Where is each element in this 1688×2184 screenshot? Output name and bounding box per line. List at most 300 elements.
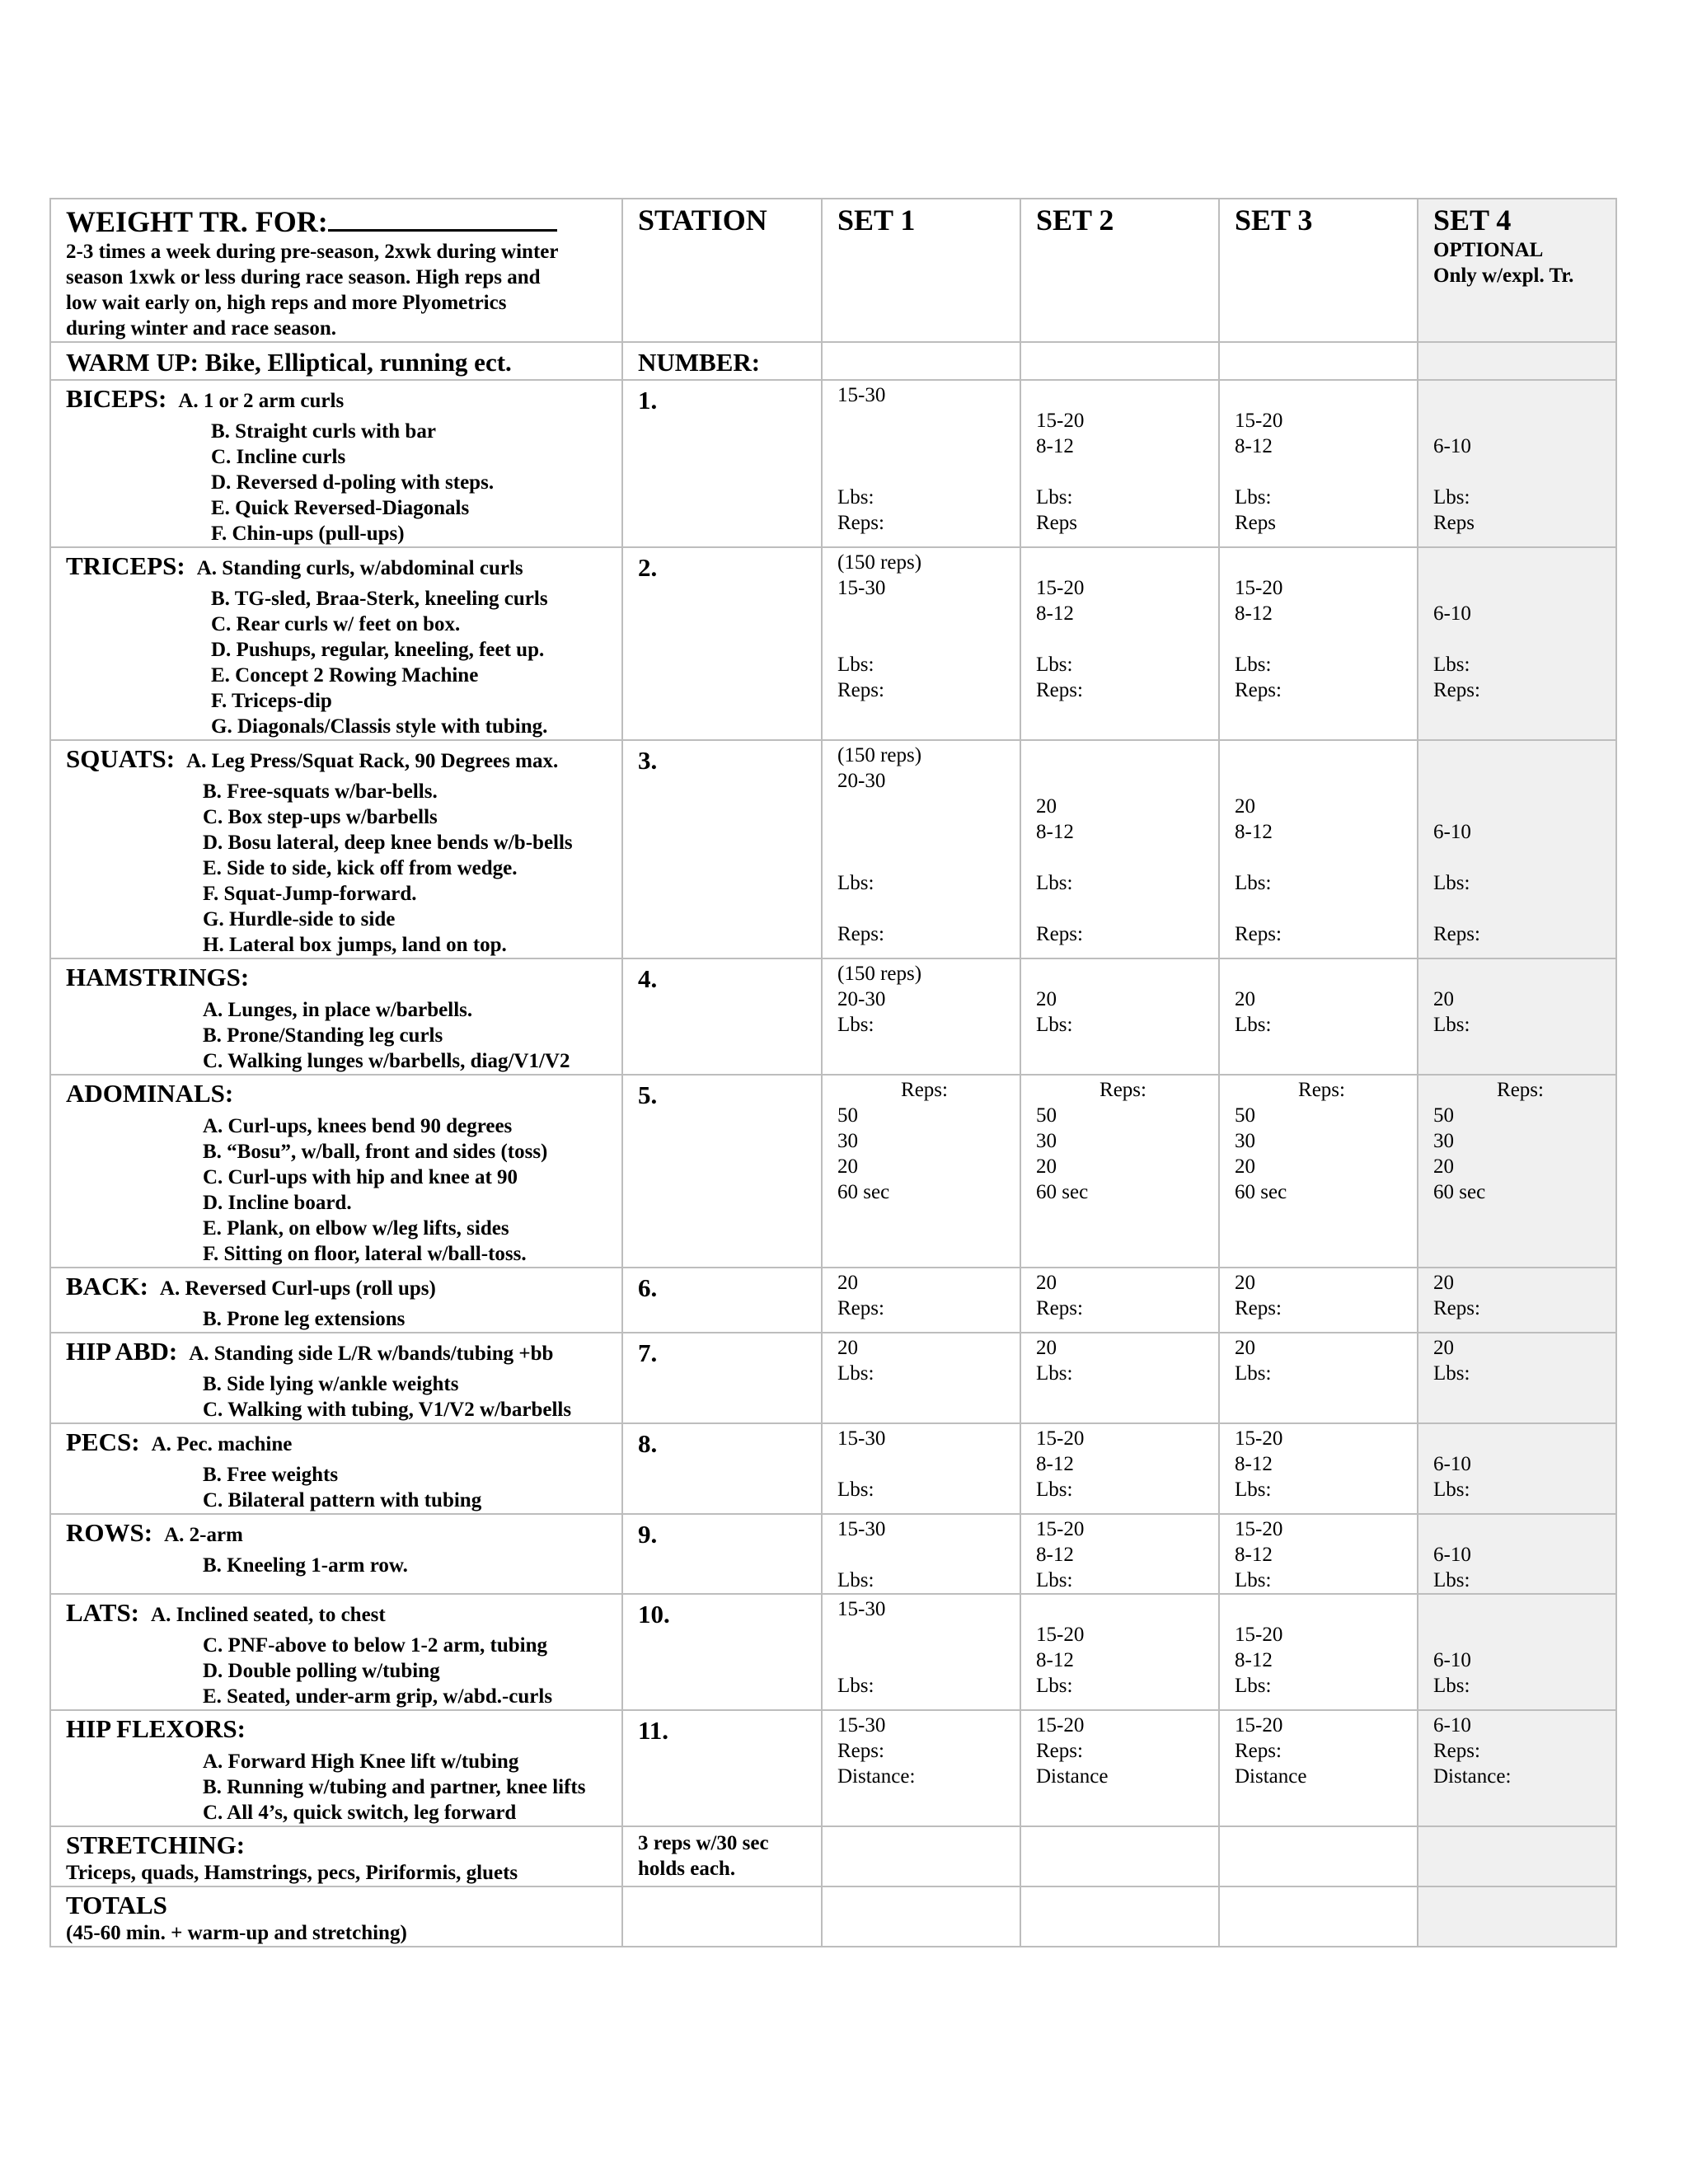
set-value: Lbs: xyxy=(837,654,874,676)
exercise-item: E. Side to side, kick off from wedge. xyxy=(203,857,518,879)
set-value: 15-30 xyxy=(837,1427,886,1450)
set3-cell[interactable] xyxy=(1219,380,1418,547)
set4-cell[interactable] xyxy=(1418,1333,1616,1423)
exercise-cell xyxy=(50,1075,622,1268)
stretching-set4[interactable] xyxy=(1418,1826,1616,1886)
warmup-cell xyxy=(50,342,622,380)
station-cell xyxy=(622,1423,822,1514)
set-value xyxy=(1235,459,1409,485)
set2-header: SET 2 xyxy=(1036,204,1114,237)
set-value: 20-30 xyxy=(837,988,886,1010)
exercise-row xyxy=(50,1710,1616,1826)
exercise-item: B. “Bosu”, w/ball, front and sides (toss) xyxy=(203,1141,548,1163)
set-value: 15-20 xyxy=(1235,1427,1283,1450)
exercise-item: A. Forward High Knee lift w/tubing xyxy=(203,1750,519,1773)
set-value: 20 xyxy=(1433,1155,1454,1178)
set1-cell[interactable] xyxy=(822,1423,1020,1514)
header-set2-cell xyxy=(1020,199,1219,342)
set-value: 50 xyxy=(1036,1104,1057,1127)
set-value: Reps: xyxy=(837,679,884,701)
set4-note xyxy=(1433,237,1607,288)
exercise-item: B. Running w/tubing and partner, knee lifts xyxy=(203,1776,586,1798)
exercise-item: B. Kneeling 1-arm row. xyxy=(203,1554,408,1577)
set-value: 6-10 xyxy=(1433,1453,1471,1475)
exercise-item: F. Chin-ups (pull-ups) xyxy=(211,523,405,545)
set-value: Reps: xyxy=(837,1297,884,1319)
set3-cell[interactable] xyxy=(1219,958,1418,1075)
set-value: 50 xyxy=(1433,1104,1454,1127)
set-value: 30 xyxy=(1036,1130,1057,1152)
totals-set2[interactable] xyxy=(1020,1886,1219,1947)
set-value: 20 xyxy=(837,1272,858,1294)
station-cell xyxy=(622,547,822,740)
exercise-item: F. Squat-Jump-forward. xyxy=(203,883,417,905)
totals-label: TOTALS xyxy=(66,1891,167,1919)
stretching-station-cell xyxy=(622,1826,822,1886)
set3-cell[interactable] xyxy=(1219,1333,1418,1423)
category-label: BICEPS: xyxy=(66,384,167,413)
station-number: 2. xyxy=(638,553,658,582)
set-value xyxy=(1036,550,1210,575)
set4-cell[interactable] xyxy=(1418,1268,1616,1333)
set4-note-line: OPTIONAL xyxy=(1433,239,1544,261)
category-label: SQUATS: xyxy=(66,744,176,773)
header-row xyxy=(50,199,1616,342)
set3-cell[interactable] xyxy=(1219,1268,1418,1333)
exercise-row xyxy=(50,380,1616,547)
set-value: 8-12 xyxy=(1036,602,1074,625)
set-value: 20 xyxy=(1036,1337,1057,1359)
set-value: Distance xyxy=(1036,1765,1109,1788)
set-value: Distance: xyxy=(837,1765,916,1788)
set-value: 20 xyxy=(1235,988,1255,1010)
set2-cell[interactable] xyxy=(1020,1333,1219,1423)
set-value: 20 xyxy=(1036,795,1057,818)
set-value xyxy=(1433,550,1607,575)
exercise-item: F. Sitting on floor, lateral w/ball-toss. xyxy=(203,1243,527,1265)
exercise-item: A. 1 or 2 arm curls xyxy=(178,390,345,412)
station-cell xyxy=(622,958,822,1075)
exercise-item: B. Prone/Standing leg curls xyxy=(203,1024,443,1047)
exercise-item: B. Straight curls with bar xyxy=(211,420,436,443)
set-value xyxy=(1235,743,1409,768)
set-value: Reps: xyxy=(1235,923,1282,945)
exercise-cell xyxy=(50,1710,622,1826)
header-title-cell xyxy=(50,199,622,342)
number-label: NUMBER: xyxy=(638,348,761,377)
totals-cell xyxy=(50,1886,622,1947)
warmup-set3[interactable] xyxy=(1219,342,1418,380)
set-value: 6-10 xyxy=(1433,1714,1471,1736)
set4-note-line: Only w/expl. Tr. xyxy=(1433,265,1574,287)
reps-label: Reps: xyxy=(1497,1079,1544,1101)
set-value: Lbs: xyxy=(837,486,874,509)
set-value: 15-30 xyxy=(837,1598,886,1620)
exercise-item: B. Prone leg extensions xyxy=(203,1308,406,1330)
set-value: 15-20 xyxy=(1036,1714,1085,1736)
set2-cell[interactable] xyxy=(1020,1423,1219,1514)
set-value: Lbs: xyxy=(1036,654,1073,676)
set1-header: SET 1 xyxy=(837,204,916,237)
set-value xyxy=(1235,382,1409,408)
set-value: Reps: xyxy=(1036,1740,1083,1762)
set-value: Reps: xyxy=(1235,1297,1282,1319)
station-number: 6. xyxy=(638,1273,658,1302)
category-label: HIP ABD: xyxy=(66,1337,178,1366)
subtitle-line: season 1xwk or less during race season. High reps and xyxy=(66,266,541,288)
set-value xyxy=(1433,961,1607,987)
exercise-row xyxy=(50,958,1616,1075)
set-value: Lbs: xyxy=(1235,1362,1272,1385)
set-value: 20 xyxy=(1433,1337,1454,1359)
exercise-cell xyxy=(50,1514,622,1594)
set-value xyxy=(1036,459,1210,485)
set-value: 15-20 xyxy=(1235,1624,1283,1646)
exercise-cell xyxy=(50,380,622,547)
set-value: 30 xyxy=(1235,1130,1255,1152)
set-value xyxy=(1036,382,1210,408)
station-number: 3. xyxy=(638,746,658,775)
set2-cell[interactable] xyxy=(1020,1514,1219,1594)
set1-cell[interactable] xyxy=(822,1594,1020,1710)
set-value: Lbs: xyxy=(1235,654,1272,676)
set-value: Lbs: xyxy=(1433,1479,1470,1501)
set-value xyxy=(837,626,1011,652)
set-value: 15-20 xyxy=(1235,577,1283,599)
set-value: 60 sec xyxy=(1235,1181,1287,1203)
set-value xyxy=(1433,626,1607,652)
set4-cell[interactable] xyxy=(1418,1075,1616,1268)
warmup-row xyxy=(50,342,1616,380)
set4-cell[interactable] xyxy=(1418,740,1616,958)
set2-cell[interactable] xyxy=(1020,1594,1219,1710)
set-value xyxy=(837,896,1011,921)
set4-cell[interactable] xyxy=(1418,380,1616,547)
set2-cell[interactable] xyxy=(1020,380,1219,547)
warmup-set2[interactable] xyxy=(1020,342,1219,380)
stretching-cell xyxy=(50,1826,622,1886)
set1-cell[interactable] xyxy=(822,1075,1020,1268)
exercise-item: B. Side lying w/ankle weights xyxy=(203,1373,459,1395)
exercise-item: E. Seated, under-arm grip, w/abd.-curls xyxy=(203,1685,553,1708)
set-value: 6-10 xyxy=(1433,602,1471,625)
set-value: Lbs: xyxy=(837,1362,874,1385)
set4-header: SET 4 xyxy=(1433,204,1512,237)
exercise-item: A. 2-arm xyxy=(164,1524,243,1546)
set-value: Reps: xyxy=(1036,679,1083,701)
set-value: Lbs: xyxy=(837,1675,874,1697)
station-cell xyxy=(622,380,822,547)
sheet-title: WEIGHT TR. FOR: xyxy=(66,203,613,239)
set-value: 8-12 xyxy=(1235,821,1273,843)
set-value xyxy=(1036,1596,1210,1622)
set1-cell[interactable] xyxy=(822,547,1020,740)
set-value: Lbs: xyxy=(1433,1362,1470,1385)
set3-cell[interactable] xyxy=(1219,1594,1418,1710)
totals-set3[interactable] xyxy=(1219,1886,1418,1947)
set-value xyxy=(1433,408,1607,434)
exercise-item: D. Bosu lateral, deep knee bends w/b-bells xyxy=(203,832,573,854)
exercise-row xyxy=(50,1333,1616,1423)
set-value xyxy=(837,819,1011,845)
set-value: 20 xyxy=(1433,1272,1454,1294)
totals-set1[interactable] xyxy=(822,1886,1020,1947)
set3-cell[interactable] xyxy=(1219,1514,1418,1594)
set-value: Reps: xyxy=(1433,923,1480,945)
sheet-subtitle xyxy=(66,239,613,341)
exercise-row xyxy=(50,1423,1616,1514)
set-value: 60 sec xyxy=(837,1181,890,1203)
station-cell xyxy=(622,1594,822,1710)
set-value: Reps: xyxy=(1433,679,1480,701)
set3-cell[interactable] xyxy=(1219,547,1418,740)
set-value xyxy=(1235,845,1409,870)
set-value xyxy=(837,408,1011,434)
subtitle-line: low wait early on, high reps and more Plyometrics xyxy=(66,292,507,314)
set-value: 20 xyxy=(1036,988,1057,1010)
set2-cell[interactable] xyxy=(1020,1710,1219,1826)
set1-cell[interactable] xyxy=(822,1268,1020,1333)
set-value xyxy=(1433,575,1607,601)
set-value xyxy=(1433,1596,1607,1622)
set-value: (150 reps) xyxy=(837,551,922,574)
set-value: 20 xyxy=(1036,1272,1057,1294)
set-value: Lbs: xyxy=(837,872,874,894)
set4-cell[interactable] xyxy=(1418,1514,1616,1594)
set-value: 20 xyxy=(837,1155,858,1178)
set3-cell[interactable] xyxy=(1219,1075,1418,1268)
set-value: Lbs: xyxy=(1036,1479,1073,1501)
exercise-item: A. Lunges, in place w/barbells. xyxy=(203,999,473,1021)
exercise-item: A. Standing curls, w/abdominal curls xyxy=(196,557,523,579)
exercise-cell xyxy=(50,740,622,958)
set-value: 15-30 xyxy=(837,384,886,406)
stretching-set1[interactable] xyxy=(822,1826,1020,1886)
set-value xyxy=(1433,768,1607,794)
set3-cell[interactable] xyxy=(1219,1423,1418,1514)
exercise-item: C. Bilateral pattern with tubing xyxy=(203,1489,482,1511)
set-value: 15-20 xyxy=(1235,410,1283,432)
station-number: 8. xyxy=(638,1429,658,1458)
station-cell xyxy=(622,1333,822,1423)
stretching-note: 3 reps w/30 sec xyxy=(638,1832,769,1854)
stretching-row xyxy=(50,1826,1616,1886)
set1-cell[interactable] xyxy=(822,1710,1020,1826)
set-value xyxy=(1235,961,1409,987)
exercise-item: D. Pushups, regular, kneeling, feet up. xyxy=(211,639,545,661)
exercise-item: E. Quick Reversed-Diagonals xyxy=(211,497,470,519)
set-value xyxy=(837,1647,1011,1673)
exercise-row xyxy=(50,740,1616,958)
station-number: 5. xyxy=(638,1080,658,1109)
set1-cell[interactable] xyxy=(822,380,1020,547)
set-value: Lbs: xyxy=(1235,1569,1272,1591)
set-value: Lbs: xyxy=(1433,486,1470,509)
set1-cell[interactable] xyxy=(822,958,1020,1075)
set2-cell[interactable] xyxy=(1020,547,1219,740)
set-value xyxy=(1433,1516,1607,1542)
set-value xyxy=(1235,896,1409,921)
set-value: 15-20 xyxy=(1036,577,1085,599)
set-value: 8-12 xyxy=(1036,435,1074,457)
set-value: Reps: xyxy=(1433,1740,1480,1762)
category-label: ADOMINALS: xyxy=(66,1079,234,1108)
set-value: 6-10 xyxy=(1433,1649,1471,1671)
totals-station[interactable] xyxy=(622,1886,822,1947)
set4-cell[interactable] xyxy=(1418,1423,1616,1514)
set-value: Lbs: xyxy=(1235,486,1272,509)
set-value: 15-20 xyxy=(1235,1518,1283,1540)
exercise-item: D. Double polling w/tubing xyxy=(203,1660,440,1682)
set-value: Reps: xyxy=(837,1740,884,1762)
exercise-cell xyxy=(50,1333,622,1423)
warmup-set4[interactable] xyxy=(1418,342,1616,380)
set-value xyxy=(1235,1596,1409,1622)
set-value xyxy=(837,794,1011,819)
set-value xyxy=(837,1622,1011,1647)
set3-cell[interactable] xyxy=(1219,740,1418,958)
workout-table xyxy=(49,198,1617,1947)
set-value xyxy=(1235,626,1409,652)
category-label: ROWS: xyxy=(66,1518,153,1547)
set4-cell[interactable] xyxy=(1418,1594,1616,1710)
set-value: 8-12 xyxy=(1235,1453,1273,1475)
station-cell xyxy=(622,1268,822,1333)
set-value xyxy=(1433,743,1607,768)
set-value: Lbs: xyxy=(1235,1675,1272,1697)
totals-set4[interactable] xyxy=(1418,1886,1616,1947)
exercise-item: B. Free-squats w/bar-bells. xyxy=(203,780,438,803)
set-value: 8-12 xyxy=(1036,1453,1074,1475)
set-value xyxy=(837,434,1011,459)
set-value: Lbs: xyxy=(1036,1675,1073,1697)
set-value: Reps: xyxy=(1036,923,1083,945)
exercise-item: C. Curl-ups with hip and knee at 90 xyxy=(203,1166,518,1188)
exercise-item: A. Inclined seated, to chest xyxy=(151,1604,386,1626)
station-number: 9. xyxy=(638,1520,658,1549)
set-value: Lbs: xyxy=(1235,1014,1272,1036)
exercise-cell xyxy=(50,1423,622,1514)
set-value: 6-10 xyxy=(1433,821,1471,843)
set4-cell[interactable] xyxy=(1418,1710,1616,1826)
set-value: 50 xyxy=(1235,1104,1255,1127)
set2-cell[interactable] xyxy=(1020,1268,1219,1333)
set-value xyxy=(1433,794,1607,819)
set-value xyxy=(1433,1622,1607,1647)
set-value: Lbs: xyxy=(1433,872,1470,894)
exercise-item: A. Leg Press/Squat Rack, 90 Degrees max. xyxy=(186,750,559,772)
stretching-label: STRETCHING: xyxy=(66,1830,246,1859)
station-number: 1. xyxy=(638,386,658,415)
set1-cell[interactable] xyxy=(822,1514,1020,1594)
set-value: Lbs: xyxy=(1036,1569,1073,1591)
station-number: 10. xyxy=(638,1600,670,1629)
set-value: Lbs: xyxy=(1036,1014,1073,1036)
exercise-item: G. Hurdle-side to side xyxy=(203,908,396,930)
exercise-item: A. Curl-ups, knees bend 90 degrees xyxy=(203,1115,513,1137)
stretching-set3[interactable] xyxy=(1219,1826,1418,1886)
warmup-set1[interactable] xyxy=(822,342,1020,380)
set-value: 20 xyxy=(837,1337,858,1359)
subtitle-line: 2-3 times a week during pre-season, 2xwk during winter xyxy=(66,241,559,263)
set-value xyxy=(1433,459,1607,485)
set-value: 20-30 xyxy=(837,770,886,792)
set3-cell[interactable] xyxy=(1219,1710,1418,1826)
exercise-item: A. Pec. machine xyxy=(151,1433,293,1455)
set-value: Lbs: xyxy=(837,1569,874,1591)
exercise-row xyxy=(50,547,1616,740)
set-value: 15-20 xyxy=(1036,1427,1085,1450)
exercise-cell xyxy=(50,1594,622,1710)
exercise-item: G. Diagonals/Classis style with tubing. xyxy=(211,715,548,738)
exercise-cell xyxy=(50,958,622,1075)
exercise-item: C. All 4’s, quick switch, leg forward xyxy=(203,1802,517,1824)
set-value: 8-12 xyxy=(1235,1544,1273,1566)
category-label: HIP FLEXORS: xyxy=(66,1714,246,1743)
exercise-item: H. Lateral box jumps, land on top. xyxy=(203,934,507,956)
set-value: 8-12 xyxy=(1036,821,1074,843)
exercise-row xyxy=(50,1514,1616,1594)
reps-label: Reps: xyxy=(901,1079,948,1101)
reps-label: Reps: xyxy=(1298,1079,1345,1101)
set-value: (150 reps) xyxy=(837,963,922,985)
set1-cell[interactable] xyxy=(822,740,1020,958)
stretching-note: holds each. xyxy=(638,1858,736,1880)
set-value xyxy=(1036,896,1210,921)
exercise-item: F. Triceps-dip xyxy=(211,690,332,712)
header-set3-cell xyxy=(1219,199,1418,342)
totals-row xyxy=(50,1886,1616,1947)
set2-cell[interactable] xyxy=(1020,1075,1219,1268)
set1-cell[interactable] xyxy=(822,1333,1020,1423)
exercise-item: C. PNF-above to below 1-2 arm, tubing xyxy=(203,1634,548,1657)
set-value xyxy=(837,845,1011,870)
totals-note: (45-60 min. + warm-up and stretching) xyxy=(66,1922,407,1944)
set-value: Reps xyxy=(1235,512,1276,534)
set-value xyxy=(1036,845,1210,870)
set-value: 15-30 xyxy=(837,1714,886,1736)
set4-cell[interactable] xyxy=(1418,547,1616,740)
set-value: Lbs: xyxy=(1036,486,1073,509)
set3-header: SET 3 xyxy=(1235,204,1313,237)
warmup-label: WARM UP: Bike, Elliptical, running ect. xyxy=(66,348,512,377)
set-value: 60 sec xyxy=(1433,1181,1486,1203)
set4-cell[interactable] xyxy=(1418,958,1616,1075)
set-value: 20 xyxy=(1235,1272,1255,1294)
set-value: Lbs: xyxy=(1433,1675,1470,1697)
station-header: STATION xyxy=(638,204,767,237)
set2-cell[interactable] xyxy=(1020,958,1219,1075)
set-value: Lbs: xyxy=(837,1014,874,1036)
set-value xyxy=(1036,768,1210,794)
set-value: 6-10 xyxy=(1433,1544,1471,1566)
set-value: Lbs: xyxy=(1235,1479,1272,1501)
set-value: 8-12 xyxy=(1036,1649,1074,1671)
set-value: 30 xyxy=(1433,1130,1454,1152)
set-value: 15-20 xyxy=(1036,1624,1085,1646)
set-value: 8-12 xyxy=(1235,1649,1273,1671)
station-cell xyxy=(622,1075,822,1268)
stretching-set2[interactable] xyxy=(1020,1826,1219,1886)
set-value: 6-10 xyxy=(1433,435,1471,457)
set2-cell[interactable] xyxy=(1020,740,1219,958)
set-value xyxy=(1433,896,1607,921)
set-value: 20 xyxy=(1235,1337,1255,1359)
station-cell xyxy=(622,1514,822,1594)
name-blank-line[interactable] xyxy=(328,203,557,232)
set-value xyxy=(1235,768,1409,794)
set-value: Distance xyxy=(1235,1765,1307,1788)
